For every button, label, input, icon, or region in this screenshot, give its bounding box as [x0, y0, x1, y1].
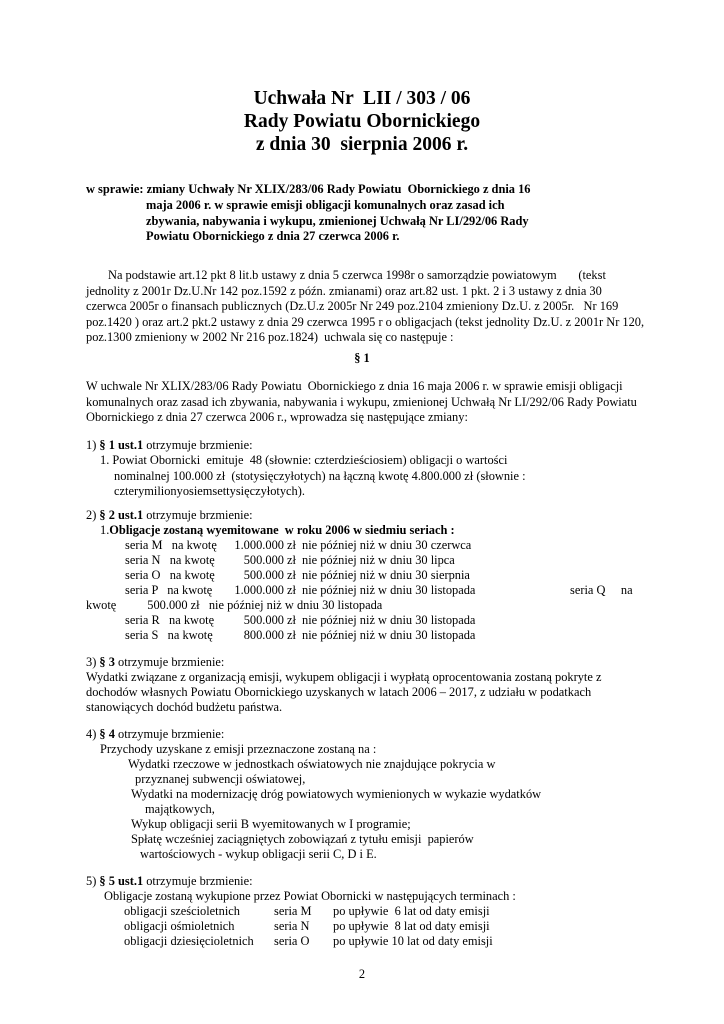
- change-4-heading: [86, 727, 224, 741]
- change-5-ref: § 5 ust.1: [99, 874, 144, 888]
- change-4-line-3: Wydatki na modernizację dróg powiatowych wymienionych w wykazie wydatków: [131, 787, 542, 801]
- change-1-rest: otrzymuje brzmienie:: [143, 438, 253, 452]
- change-3-line-3: stanowiących dochód budżetu państwa.: [86, 700, 283, 714]
- change-3-line-2: dochodów własnych Powiatu Obornickiego uzyskanych w latach 2006 – 2017, z udziału w podatkach: [86, 685, 592, 699]
- series-row-m-label: seria M na kwotę: [125, 538, 217, 552]
- page-number: 2: [358, 967, 366, 981]
- series-row-m-term: nie później niż w dniu 30 czerwca: [302, 538, 472, 552]
- series-row-r-term: nie później niż w dniu 30 listopada: [302, 613, 476, 627]
- series-row-s-term: nie później niż w dniu 30 listopada: [302, 628, 476, 642]
- change-1-ref: § 1 ust.1: [99, 438, 144, 452]
- redemption-row-type: obligacji dziesięcioletnich: [124, 934, 254, 948]
- change-4-line-2: przyznanej subwencji oświatowej,: [135, 772, 306, 786]
- series-row-p-term: nie później niż w dniu 30 listopada: [302, 583, 476, 597]
- redemption-row-term: po upływie 8 lat od daty emisji: [333, 919, 490, 933]
- document-title-number: Uchwała Nr LII / 303 / 06: [253, 88, 471, 109]
- change-3-line-1: Wydatki związane z organizacją emisji, wykupem obligacji i wypłatą oprocentowania zostaną pokryte z: [86, 670, 602, 684]
- section-1-heading: § 1: [354, 351, 370, 365]
- redemption-row-type: obligacji sześcioletnich: [124, 904, 240, 918]
- basis-line-1: Na podstawie art.12 pkt 8 lit.b ustawy z dnia 5 czerwca 1998r o samorządzie powiatowym (tekst: [108, 268, 606, 282]
- redemption-row-series: seria O: [274, 934, 310, 948]
- redemption-row-type: obligacji ośmioletnich: [124, 919, 235, 933]
- change-4-line-4: majątkowych,: [145, 802, 215, 816]
- series-row-s-label: seria S na kwotę: [125, 628, 213, 642]
- basis-line-4: poz.1420 ) oraz art.2 pkt.2 ustawy z dnia 29 czerwca 1995 r o obligacjach (tekst jednolity Dz.U. z 2001r Nr 120,: [86, 315, 645, 329]
- series-row-o-amount: 500.000 zł: [243, 568, 296, 582]
- redemption-row-series: seria M: [274, 904, 312, 918]
- change-2-series-intro-num: 1.: [100, 523, 110, 537]
- section-1-line-3: Obornickiego z dnia 27 czerwca 2006 r., wprowadza się następujące zmiany:: [86, 410, 468, 424]
- series-row-o-label: seria O na kwotę: [125, 568, 215, 582]
- series-row-m-amount: 1.000.000 zł: [234, 538, 296, 552]
- basis-line-5: poz.1300 zmieniony w 2002 Nr 216 poz.1824) uchwala się co następuje :: [86, 330, 454, 344]
- series-row-n-label: seria N na kwotę: [125, 553, 215, 567]
- change-1-line-1: 1. Powiat Obornicki emituje 48 (słownie: czterdzieściosiem) obligacji o wartości: [100, 453, 508, 467]
- subject-line-1: w sprawie: zmiany Uchwały Nr XLIX/283/06 Rady Powiatu Obornickiego z dnia 16: [86, 182, 531, 196]
- basis-line-3: czerwca 2005r o finansach publicznych (Dz.U.z 2005r Nr 249 poz.2104 zmieniony Dz.U. z 2005r. Nr 169: [86, 299, 619, 313]
- subject-line-2: maja 2006 r. w sprawie emisji obligacji komunalnych oraz zasad ich: [146, 198, 505, 212]
- change-2-series-intro-text: Obligacje zostaną wyemitowane w roku 2006 w siedmiu seriach :: [109, 523, 455, 537]
- series-row-r-label: seria R na kwotę: [125, 613, 215, 627]
- change-5-heading: [86, 874, 253, 888]
- redemption-row-term: po upływie 6 lat od daty emisji: [333, 904, 490, 918]
- change-4-line-5: Wykup obligacji serii B wyemitowanych w I programie;: [131, 817, 411, 831]
- series-row-q-label: seria Q na: [570, 583, 633, 597]
- series-row-p-label: seria P na kwotę: [125, 583, 213, 597]
- change-4-ref: § 4: [99, 727, 115, 741]
- change-2-num: 2): [86, 508, 100, 522]
- change-4-line-6: Spłatę wcześniej zaciągniętych zobowiązań z tytułu emisji papierów: [131, 832, 474, 846]
- series-row-p-amount: 1.000.000 zł: [234, 583, 296, 597]
- change-1-heading: [86, 438, 253, 452]
- change-5-intro: Obligacje zostaną wykupione przez Powiat Obornicki w następujących terminach :: [104, 889, 516, 903]
- series-row-n-term: nie później niż w dniu 30 lipca: [302, 553, 455, 567]
- series-row-s-amount: 800.000 zł: [243, 628, 296, 642]
- section-1-line-1: W uchwale Nr XLIX/283/06 Rady Powiatu Obornickiego z dnia 16 maja 2006 r. w sprawie emisji obligacji: [86, 379, 623, 393]
- redemption-row-series: seria N: [274, 919, 310, 933]
- change-2-heading: [86, 508, 253, 522]
- change-4-line-1: Wydatki rzeczowe w jednostkach oświatowych nie znajdujące pokrycia w: [128, 757, 496, 771]
- section-1-line-2: komunalnych oraz zasad ich zbywania, nabywania i wykupu, zmienionej Uchwałą Nr LI/292/06 Rady Powiatu: [86, 395, 637, 409]
- change-2-rest: otrzymuje brzmienie:: [143, 508, 253, 522]
- change-5-num: 5): [86, 874, 100, 888]
- change-1-num: 1): [86, 438, 100, 452]
- document-title-date: z dnia 30 sierpnia 2006 r.: [255, 134, 469, 155]
- change-3-num: 3): [86, 655, 100, 669]
- change-4-line-7: wartościowych - wykup obligacji serii C, D i E.: [140, 847, 377, 861]
- document-title-council: Rady Powiatu Obornickiego: [243, 111, 481, 132]
- series-row-q-wrap: kwotę 500.000 zł nie później niż w dniu 30 listopada: [86, 598, 383, 612]
- redemption-row-term: po upływie 10 lat od daty emisji: [333, 934, 493, 948]
- subject-line-3: zbywania, nabywania i wykupu, zmienionej Uchwałą Nr LI/292/06 Rady: [146, 214, 529, 228]
- change-1-line-3: czterymilionyosiemsettysięczyłotych).: [114, 484, 305, 498]
- change-3-ref: § 3: [99, 655, 115, 669]
- change-3-heading: [86, 655, 224, 669]
- subject-line-4: Powiatu Obornickiego z dnia 27 czerwca 2006 r.: [146, 229, 400, 243]
- change-1-line-2: nominalnej 100.000 zł (stotysięczyłotych) na łączną kwotę 4.800.000 zł (słownie :: [114, 469, 526, 483]
- change-4-num: 4): [86, 727, 100, 741]
- basis-line-2: jednolity z 2001r Dz.U.Nr 142 poz.1592 z późn. zmianami) oraz art.82 ust. 1 pkt. 2 i 3 ustawy z dnia 30: [86, 284, 602, 298]
- series-row-o-term: nie później niż w dniu 30 sierpnia: [302, 568, 470, 582]
- change-2-ref: § 2 ust.1: [99, 508, 144, 522]
- change-5-rest: otrzymuje brzmienie:: [143, 874, 253, 888]
- series-row-n-amount: 500.000 zł: [243, 553, 296, 567]
- change-4-intro: Przychody uzyskane z emisji przeznaczone zostaną na :: [100, 742, 377, 756]
- change-2-series-intro: [100, 523, 455, 537]
- change-3-rest: otrzymuje brzmienie:: [114, 655, 225, 669]
- change-4-rest: otrzymuje brzmienie:: [114, 727, 225, 741]
- series-row-r-amount: 500.000 zł: [243, 613, 296, 627]
